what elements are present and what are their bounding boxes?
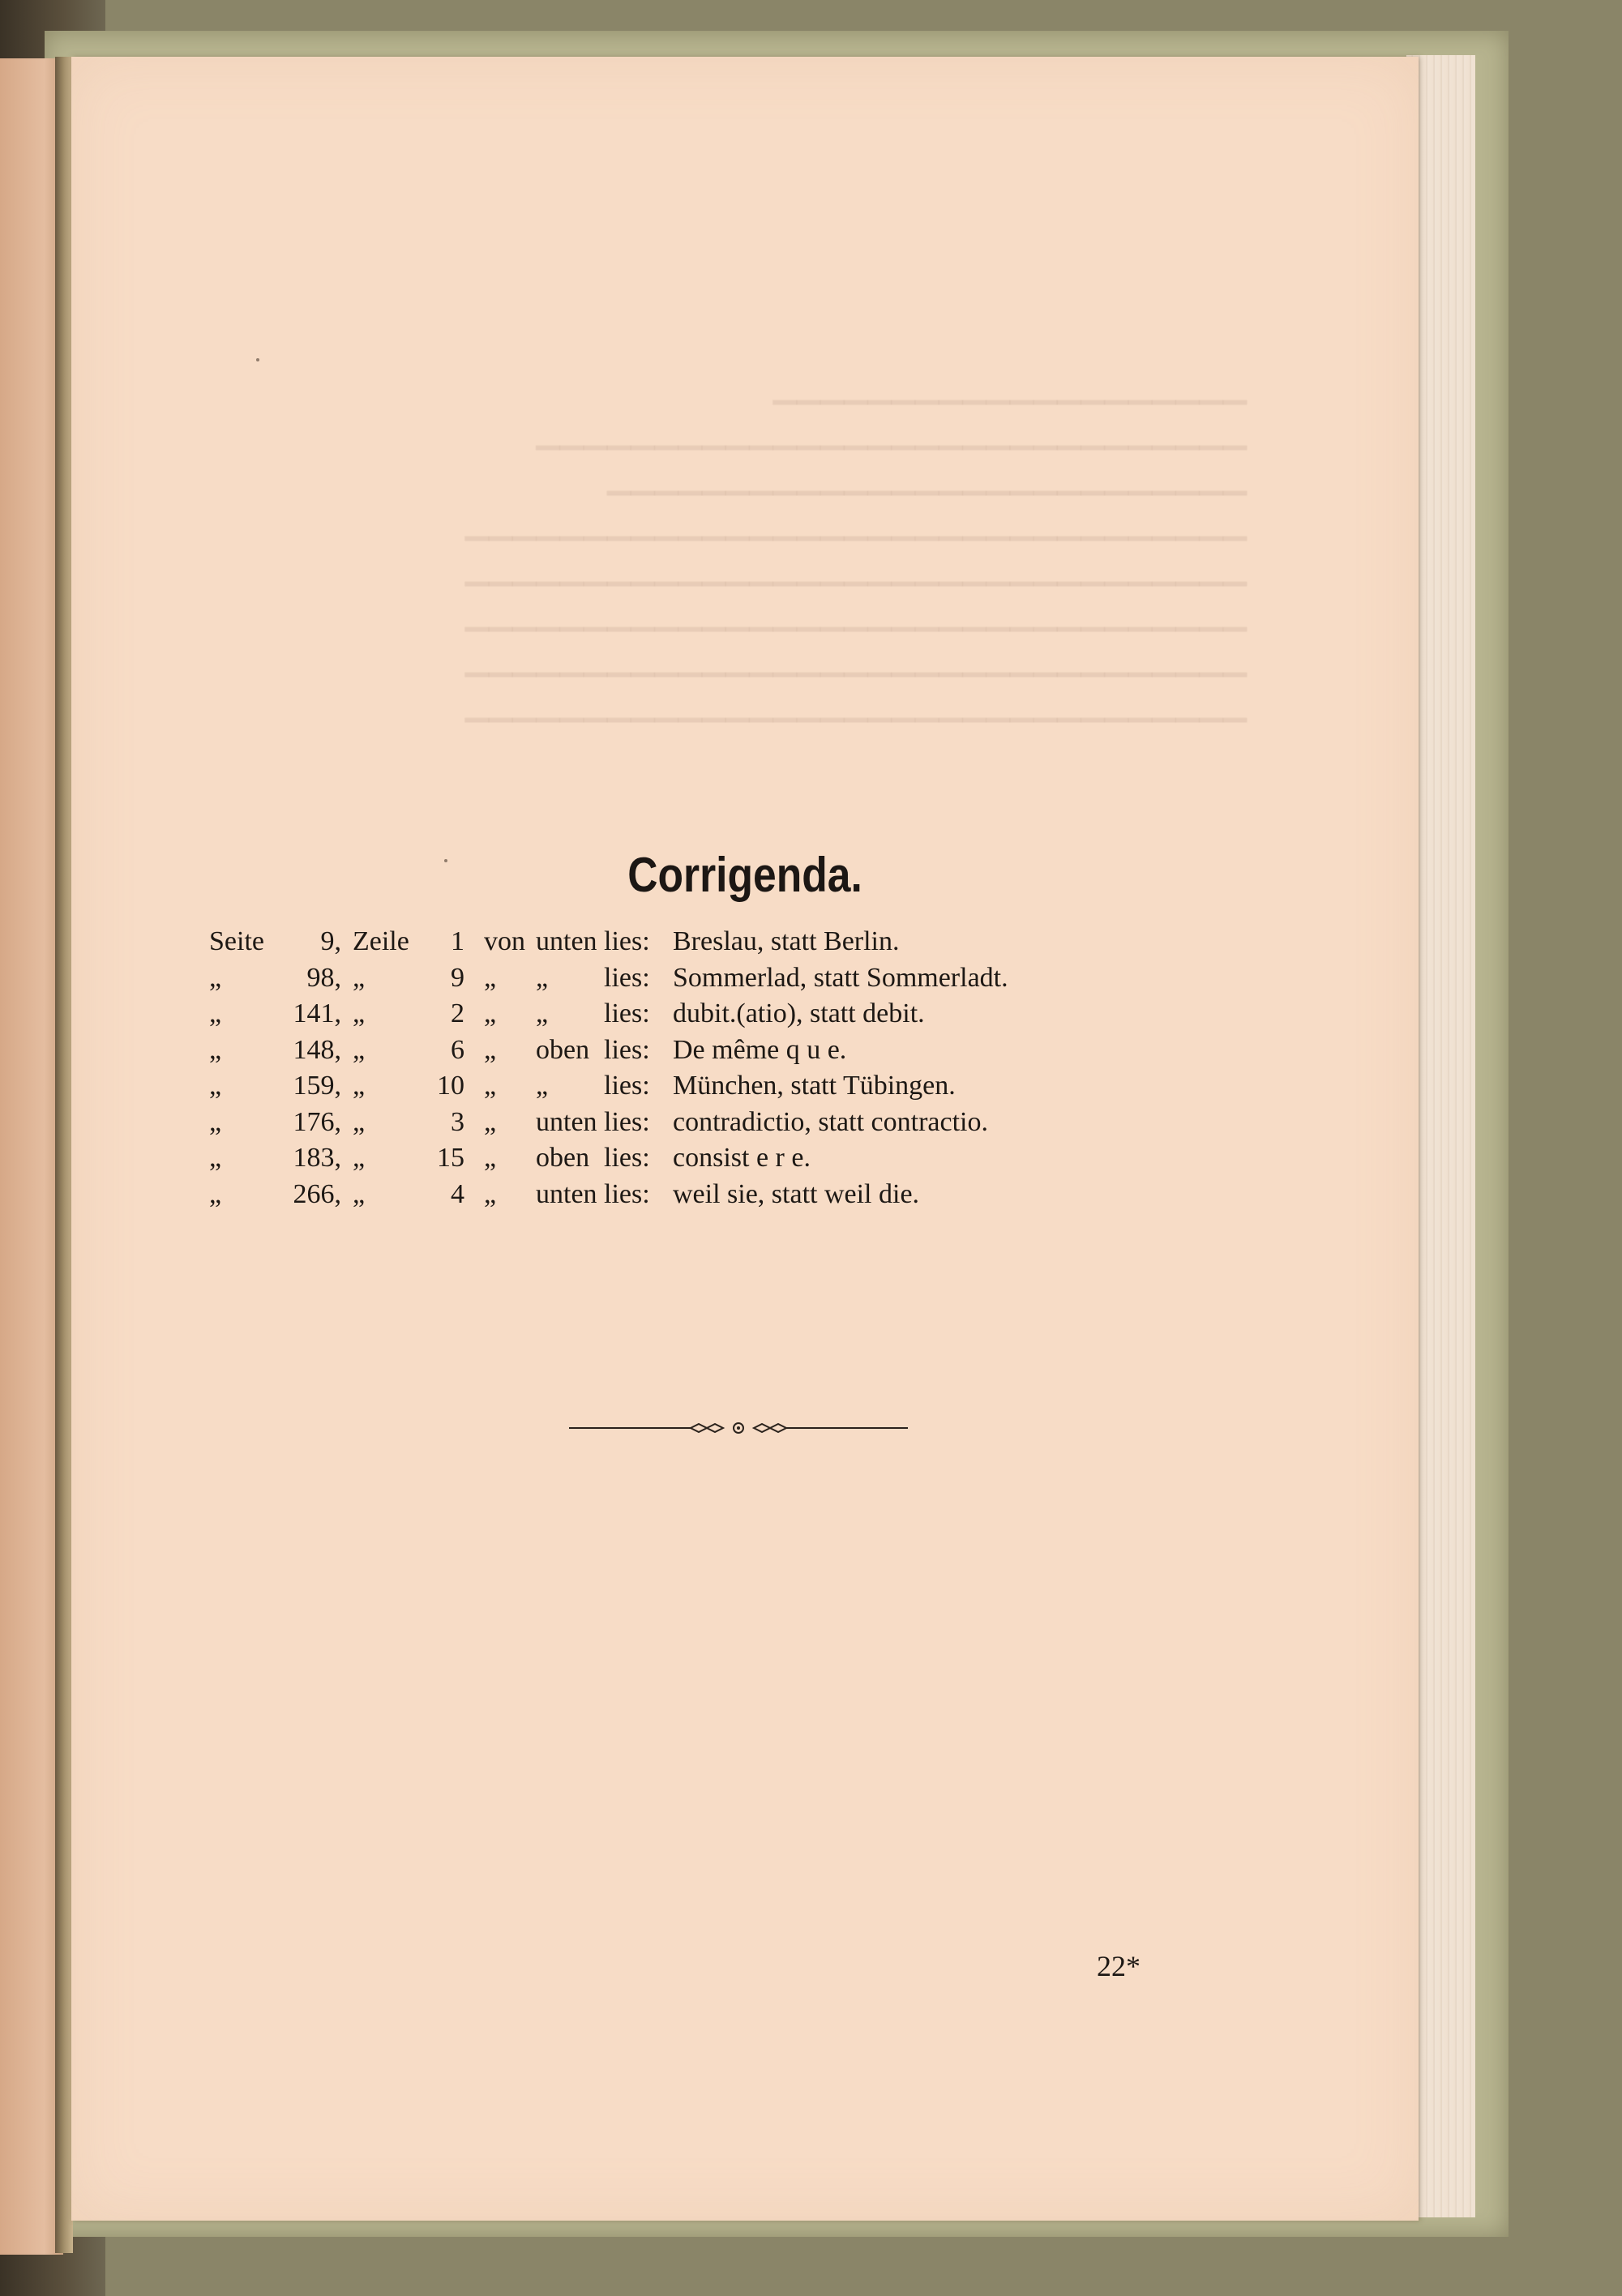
errata-lies: lies:	[604, 1106, 650, 1137]
errata-direction: „	[536, 1071, 549, 1101]
book-gutter	[55, 57, 73, 2253]
errata-correction: weil sie, statt weil die.	[673, 1178, 920, 1209]
errata-lies: lies:	[604, 1178, 650, 1209]
errata-zeile: „	[353, 1178, 366, 1209]
page-number: 22*	[1097, 1950, 1141, 1982]
errata-correction: consist e r e.	[673, 1143, 811, 1174]
errata-lies: lies:	[604, 1034, 650, 1065]
errata-line: 6	[451, 1034, 464, 1065]
errata-seite: „	[209, 998, 222, 1029]
errata-direction: „	[484, 962, 497, 993]
errata-row	[209, 1140, 1008, 1177]
errata-row	[209, 924, 1008, 960]
errata-direction: oben	[536, 1143, 590, 1174]
errata-direction: unten	[536, 1106, 597, 1137]
errata-page: 9,	[320, 926, 341, 957]
errata-seite: „	[209, 1071, 222, 1101]
errata-lies: lies:	[604, 1071, 650, 1101]
errata-correction: De même q u e.	[673, 1034, 847, 1065]
errata-lies: lies:	[604, 1143, 650, 1174]
errata-row	[209, 1033, 1008, 1069]
errata-seite: Seite	[209, 926, 264, 957]
errata-zeile: „	[353, 1034, 366, 1065]
errata-line: 9	[451, 962, 464, 993]
errata-direction: „	[484, 1143, 497, 1174]
errata-page: 176,	[293, 1106, 341, 1137]
errata-direction: von	[484, 926, 525, 957]
errata-row	[209, 960, 1008, 997]
errata-seite: „	[209, 1034, 222, 1065]
errata-lies: lies:	[604, 998, 650, 1029]
errata-correction: dubit.(atio), statt debit.	[673, 998, 925, 1029]
book-page	[71, 57, 1419, 2221]
corrigenda-title: Corrigenda.	[627, 848, 862, 902]
errata-zeile: „	[353, 1143, 366, 1174]
errata-seite: „	[209, 1178, 222, 1209]
errata-row	[209, 1068, 1008, 1105]
errata-row	[209, 1177, 1008, 1213]
errata-row	[209, 1105, 1008, 1141]
errata-page: 141,	[293, 998, 341, 1029]
errata-line: 15	[437, 1143, 464, 1174]
errata-direction: unten	[536, 1178, 597, 1209]
errata-zeile: „	[353, 1106, 366, 1137]
errata-line: 3	[451, 1106, 464, 1137]
errata-correction: Breslau, statt Berlin.	[673, 926, 900, 957]
errata-row	[209, 996, 1008, 1033]
errata-line: 2	[451, 998, 464, 1029]
errata-page: 183,	[293, 1143, 341, 1174]
errata-direction: „	[484, 1106, 497, 1137]
errata-correction: Sommerlad, statt Sommerladt.	[673, 962, 1008, 993]
errata-direction: „	[484, 1034, 497, 1065]
errata-seite: „	[209, 1106, 222, 1137]
errata-direction: „	[536, 998, 549, 1029]
errata-correction: contradictio, statt contractio.	[673, 1106, 988, 1137]
errata-lies: lies:	[604, 926, 650, 957]
errata-zeile: „	[353, 998, 366, 1029]
errata-direction: unten	[536, 926, 597, 957]
errata-direction: „	[484, 1178, 497, 1209]
errata-lies: lies:	[604, 962, 650, 993]
errata-seite: „	[209, 1143, 222, 1174]
errata-direction: „	[484, 1071, 497, 1101]
errata-correction: München, statt Tübingen.	[673, 1071, 956, 1101]
errata-page: 266,	[293, 1178, 341, 1209]
ornament-divider-icon	[569, 1418, 908, 1438]
errata-direction: oben	[536, 1034, 590, 1065]
errata-page: 98,	[306, 962, 341, 993]
errata-zeile: „	[353, 1071, 366, 1101]
errata-line: 10	[437, 1071, 464, 1101]
errata-page: 159,	[293, 1071, 341, 1101]
errata-page: 148,	[293, 1034, 341, 1065]
facing-page	[0, 58, 63, 2255]
errata-zeile: Zeile	[353, 926, 409, 957]
errata-table	[209, 924, 1008, 1212]
errata-direction: „	[484, 998, 497, 1029]
errata-line: 4	[451, 1178, 464, 1209]
speck	[256, 358, 259, 361]
errata-direction: „	[536, 962, 549, 993]
bleed-through-text: ▁▁▁▁▁▁▁▁▁▁▁▁▁▁▁▁▁▁▁▁ ▁▁▁▁▁▁▁▁▁▁▁▁▁▁▁▁▁▁▁▁▁▁▁▁▁▁▁▁▁▁ ▁▁▁▁▁▁▁▁▁▁▁▁▁▁▁▁▁▁▁▁▁▁▁▁▁▁▁ ▁▁▁▁▁▁▁▁▁▁▁▁▁▁▁▁▁▁▁▁▁▁▁▁▁▁▁▁▁▁▁▁▁ ▁▁▁▁▁▁▁▁▁▁▁▁▁▁▁▁▁▁▁▁▁▁▁▁▁▁▁▁▁▁▁▁▁ ▁▁▁▁▁▁▁▁▁▁▁▁▁▁▁▁▁▁▁▁▁▁▁▁▁▁▁▁▁▁▁▁▁ ▁▁▁▁▁▁▁▁▁▁▁▁▁▁▁▁▁▁▁▁▁▁▁▁▁▁▁▁▁▁▁▁▁ ▁▁▁▁▁▁▁▁▁▁▁▁▁▁▁▁▁▁▁▁▁▁▁▁▁▁▁▁▁▁▁▁▁	[464, 370, 1247, 722]
errata-seite: „	[209, 962, 222, 993]
errata-zeile: „	[353, 962, 366, 993]
errata-line: 1	[451, 926, 464, 957]
speck	[444, 859, 447, 862]
